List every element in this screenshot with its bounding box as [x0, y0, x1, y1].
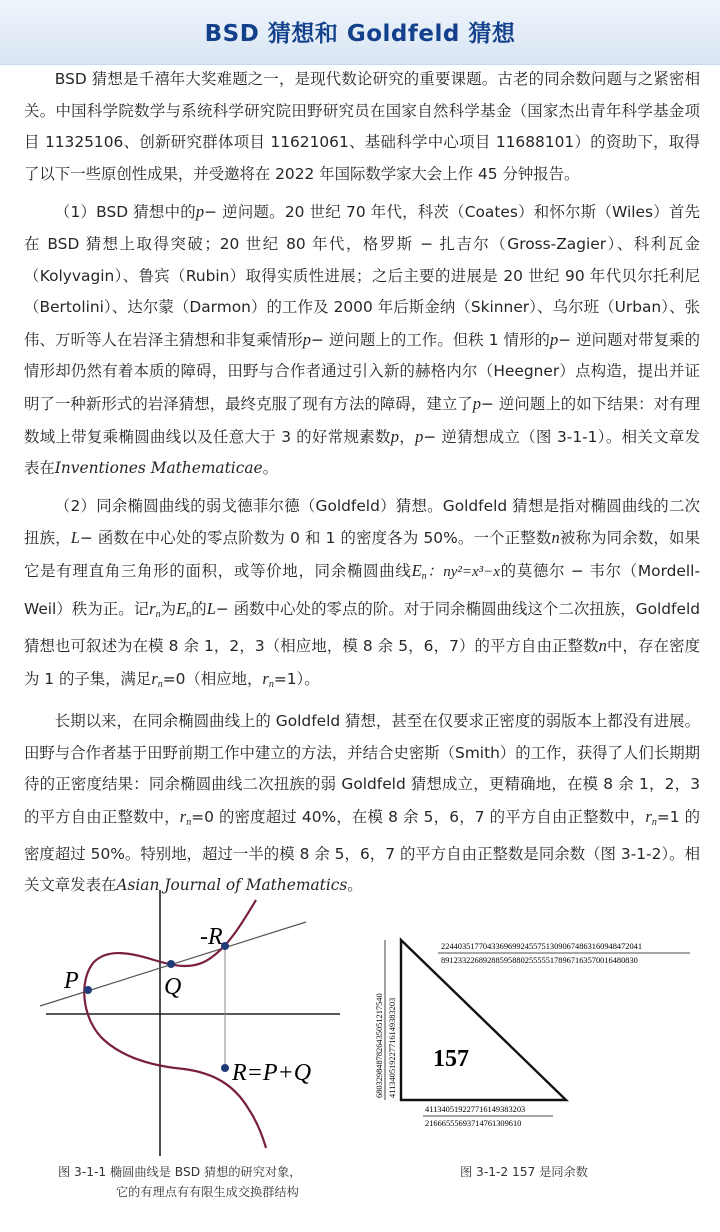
subscript-n: n: [651, 817, 657, 829]
equation: ：ny²=x³−x: [426, 563, 500, 580]
figure-elliptic-curve: [34, 880, 354, 1160]
page-title: BSD 猜想和 Goldfeld 猜想: [204, 21, 516, 47]
figure2-caption: 图 3-1-2 157 是同余数: [460, 1165, 588, 1179]
figure-congruent-triangle: [368, 928, 698, 1138]
text: 被称为同余数，如果它是有理直角三角形的面积，或等价地，同余椭圆曲线: [24, 529, 700, 580]
point-R: [221, 1064, 229, 1072]
caption-line-1: 图 3-1-1 椭圆曲线是 BSD 猜想的研究对象，: [58, 1165, 302, 1179]
symbol-L: L: [70, 528, 80, 548]
text: 。: [347, 876, 363, 895]
text: − 函数中心处的零点的阶。对于同余椭圆曲线这个二次扭族，Goldfeld 猜想也可叙述为在模 8 余 1，2，3（相应地，模 8 余 5，6，7）的平方自由正整数: [24, 599, 700, 656]
text: − 函数在中心处的零点阶数为 0 和 1 的密度各为 50%。一个正整数: [79, 529, 552, 548]
leg-left-numerator: 6803298487826435051217540: [375, 993, 384, 1098]
paragraph-bsd-inverse: [24, 196, 700, 484]
text: − 逆问题。20 世纪 70 年代，科茨（Coates）和怀尔斯（Wiles）首先在 BSD 猜想上取得突破；20 世纪 80 年代，格罗斯 − 扎吉尔（Gross-Zagier）、科利瓦金（Kolyvagin）、鲁宾（Rubin）取得实质性进展；之后主要的进展是 20 世纪 90 年代贝尔托利尼（Bertolini）、达尔蒙（Darmon）的工作及 2000 年后斯金纳（Skinner）、乌尔班（Urban）、张伟、万昕等人在岩泽主猜想和非复乘情形: [24, 203, 701, 349]
paragraph-intro: BSD 猜想是千禧年大奖难题之一，是现代数论研究的重要课题。古老的同余数问题与之紧密相关。中国科学院数学与系统科学研究院田野研究员在国家自然科学基金（国家杰出青年科学基金项目 11325106、创新研究群体项目 11621061、基础科学中心项目 11688101）的资助下，取得了以下一些原创性成果，并受邀将在 2022 年国际数学家大会上作 45 分钟报告。: [24, 70, 700, 183]
subscript-n: n: [155, 608, 161, 620]
elliptic-curve: [84, 900, 266, 1148]
text: （2）同余椭圆曲线的弱戈德菲尔德（Goldfeld）猜想。Goldfeld 猜想是指对椭圆曲线的二次扭族，: [24, 496, 700, 548]
point-P: [84, 986, 92, 994]
hypotenuse-numerator: 224403517704336969924557513090674863160948472041: [441, 942, 642, 951]
symbol-p: p: [302, 329, 312, 349]
symbol-r: r: [179, 807, 187, 827]
caption-line-2: 它的有理点有有限生成交换群结构: [116, 1185, 299, 1199]
symbol-r: r: [645, 807, 652, 827]
text: 长期以来，在同余椭圆曲线上的 Goldfeld 猜想，甚至在仅要求正密度的弱版本上都没有进展。田野与合作者基于田野前期工作中建立的方法，并结合史密斯（Smith）的工作，获得了人们长期期待的正密度结果：同余椭圆曲线二次扭族的弱 Goldfeld 猜想成立，更精确地，在模 8 余 1，2，3 的平方自由正整数中，: [24, 712, 700, 827]
text: 为: [160, 599, 177, 618]
text: =1）。: [273, 669, 320, 688]
subscript-n: n: [157, 678, 163, 690]
elliptic-curve-svg: [34, 880, 354, 1160]
text: − 逆问题对带复乘的情形却仍然有着本质的障碍，田野与合作者通过引入新的赫格内尔（Heegner）点构造，提出并证明了一种新形式的岩泽猜想，最终克服了现有方法的障碍，建立了: [24, 330, 700, 413]
symbol-n: n: [598, 636, 607, 656]
symbol-L: L: [206, 598, 216, 618]
label-P: P: [64, 968, 79, 994]
symbol-p: p: [550, 329, 559, 349]
symbol-r: r: [149, 598, 156, 618]
symbol-p: p: [415, 426, 424, 446]
subscript-n: n: [186, 608, 192, 620]
hypotenuse-denominator: 8912332268928859588025555517896716357001648083​0: [441, 956, 638, 965]
symbol-p: p: [390, 426, 399, 446]
text: 。: [262, 459, 279, 478]
subscript-n: n: [186, 817, 192, 829]
leg-left-denominator: 411340519227716149383203: [388, 997, 397, 1098]
leg-bottom-denominator: 21666555693714761309610: [425, 1119, 522, 1128]
text: （1）BSD 猜想中的: [54, 203, 196, 222]
text: 的: [191, 599, 207, 618]
symbol-r: r: [262, 668, 269, 688]
text: − 逆问题上的工作。但秩 1 情形的: [311, 330, 551, 349]
text: − 逆猜想成立（图 3-1-1）。相关文章发表在: [24, 427, 700, 478]
text: =0（相应地，: [162, 669, 263, 688]
text: =1 的密度超过 50%。特别地，超过一半的模 8 余 5，6，7 的平方自由正整数是同余数（图 3-1-2）。相关文章发表在: [24, 808, 700, 895]
symbol-E: E: [411, 560, 422, 580]
point-Q: [167, 960, 175, 968]
paragraph-weak-goldfeld: [24, 706, 700, 902]
label-R-equals-P-plus-Q: R=P+Q: [232, 1060, 312, 1086]
area-label: 157: [433, 1046, 469, 1072]
symbol-n: n: [551, 528, 560, 548]
article-body: [24, 64, 700, 908]
figure1-caption: [58, 1162, 301, 1202]
subscript-n: n: [268, 678, 274, 690]
label-neg-R: -R: [200, 924, 223, 950]
text: ，: [398, 427, 416, 446]
text: =0 的密度超过 40%，在模 8 余 5，6，7 的平方自由正整数中，: [191, 808, 646, 827]
symbol-p: p: [472, 393, 482, 413]
label-Q: Q: [164, 974, 182, 1000]
paragraph-goldfeld: [24, 491, 700, 701]
symbol-E: E: [176, 598, 187, 618]
text: − 逆问题上的如下结果：对有理数域上带复乘椭圆曲线以及任意大于 3 的好常规素数: [24, 394, 700, 446]
symbol-r: r: [151, 668, 158, 688]
journal-name: Inventiones Mathematicae: [54, 459, 263, 478]
leg-left-fraction: [375, 940, 397, 1100]
leg-bottom-numerator: 411340519227716149383203: [425, 1105, 526, 1114]
subscript-n: n: [421, 570, 427, 582]
text: 中，存在密度为 1 的子集，满足: [24, 637, 700, 688]
symbol-p: p: [195, 202, 205, 222]
triangle-svg: [368, 928, 698, 1138]
text: 的莫德尔 − 韦尔（Mordell-Weil）秩为正。记: [24, 561, 700, 618]
journal-name: Asian Journal of Mathematics: [116, 876, 348, 895]
